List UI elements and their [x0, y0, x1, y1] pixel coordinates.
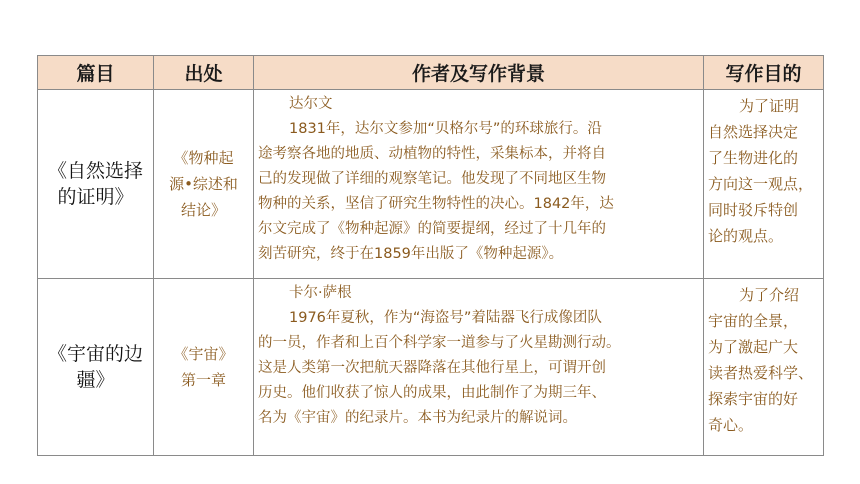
purpose-line: 宇宙的全景， [708, 312, 799, 330]
background-line: 历史。他们收获了惊人的成果，由此制作了为期三年、 [258, 385, 606, 401]
header-row [38, 56, 824, 90]
background-line: 1831年，达尔文参加“贝格尔号”的环球旅行。沿 [289, 121, 602, 137]
background-line: 物种的关系，坚信了研究生物特性的决心。1842年，达 [258, 196, 614, 212]
header-purpose: 写作目的 [704, 56, 824, 90]
header-source: 出处 [154, 56, 254, 90]
purpose-line: 读者热爱科学、 [708, 364, 814, 382]
purpose-line: 了生物进化的 [708, 149, 799, 167]
purpose-line: 为了证明 [739, 97, 800, 115]
info-table [37, 55, 824, 456]
purpose-line: 奇心。 [708, 416, 754, 434]
purpose-cell [704, 90, 824, 279]
background-line: 途考察各地的地质、动植物的特性，采集标本，并将自 [258, 146, 606, 162]
work-title-cell [38, 279, 154, 456]
background-line: 尔文完成了《物种起源》的简要提纲，经过了十几年的 [258, 221, 606, 237]
purpose-line: 论的观点。 [708, 227, 784, 245]
background-line: 1976年夏秋，作为“海盗号”着陆器飞行成像团队 [289, 310, 602, 326]
author-name: 达尔文 [289, 96, 333, 112]
purpose-line: 同时驳斥特创 [708, 201, 799, 219]
source-cell [154, 90, 254, 279]
background-cell [254, 90, 704, 279]
header-title: 篇目 [38, 56, 154, 90]
table-row [38, 279, 824, 456]
purpose-line: 为了激起广大 [708, 338, 799, 356]
purpose-line: 为了介绍 [739, 286, 800, 304]
background-cell [254, 279, 704, 456]
source-line: 《宇宙》 [173, 345, 234, 363]
purpose-line: 探索宇宙的好 [708, 390, 799, 408]
work-title-line: 《自然选择 [47, 160, 143, 182]
source-line: 结论》 [180, 201, 226, 219]
author-name: 卡尔·萨根 [289, 285, 352, 301]
work-title-line: 《宇宙的边 [47, 343, 143, 365]
source-cell [154, 279, 254, 456]
table-row [38, 90, 824, 279]
background-line: 己的发现做了详细的观察笔记。他发现了不同地区生物 [258, 171, 606, 187]
background-line: 的一员，作者和上百个科学家一道参与了火星勘测行动。 [258, 335, 621, 351]
header-background: 作者及写作背景 [254, 56, 704, 90]
source-line: 《物种起 [173, 149, 234, 167]
work-title-cell [38, 90, 154, 279]
purpose-line: 自然选择决定 [708, 123, 799, 141]
background-line: 名为《宇宙》的纪录片。本书为纪录片的解说词。 [258, 410, 577, 426]
source-line: 第一章 [180, 371, 226, 389]
source-line: 源•综述和 [169, 175, 238, 193]
background-line: 刻苦研究，终于在1859年出版了《物种起源》。 [258, 246, 564, 262]
work-title-line: 的证明》 [57, 186, 134, 208]
work-title-line: 疆》 [76, 369, 115, 391]
purpose-cell [704, 279, 824, 456]
purpose-line: 方向这一观点， [708, 175, 814, 193]
background-line: 这是人类第一次把航天器降落在其他行星上，可谓开创 [258, 360, 606, 376]
